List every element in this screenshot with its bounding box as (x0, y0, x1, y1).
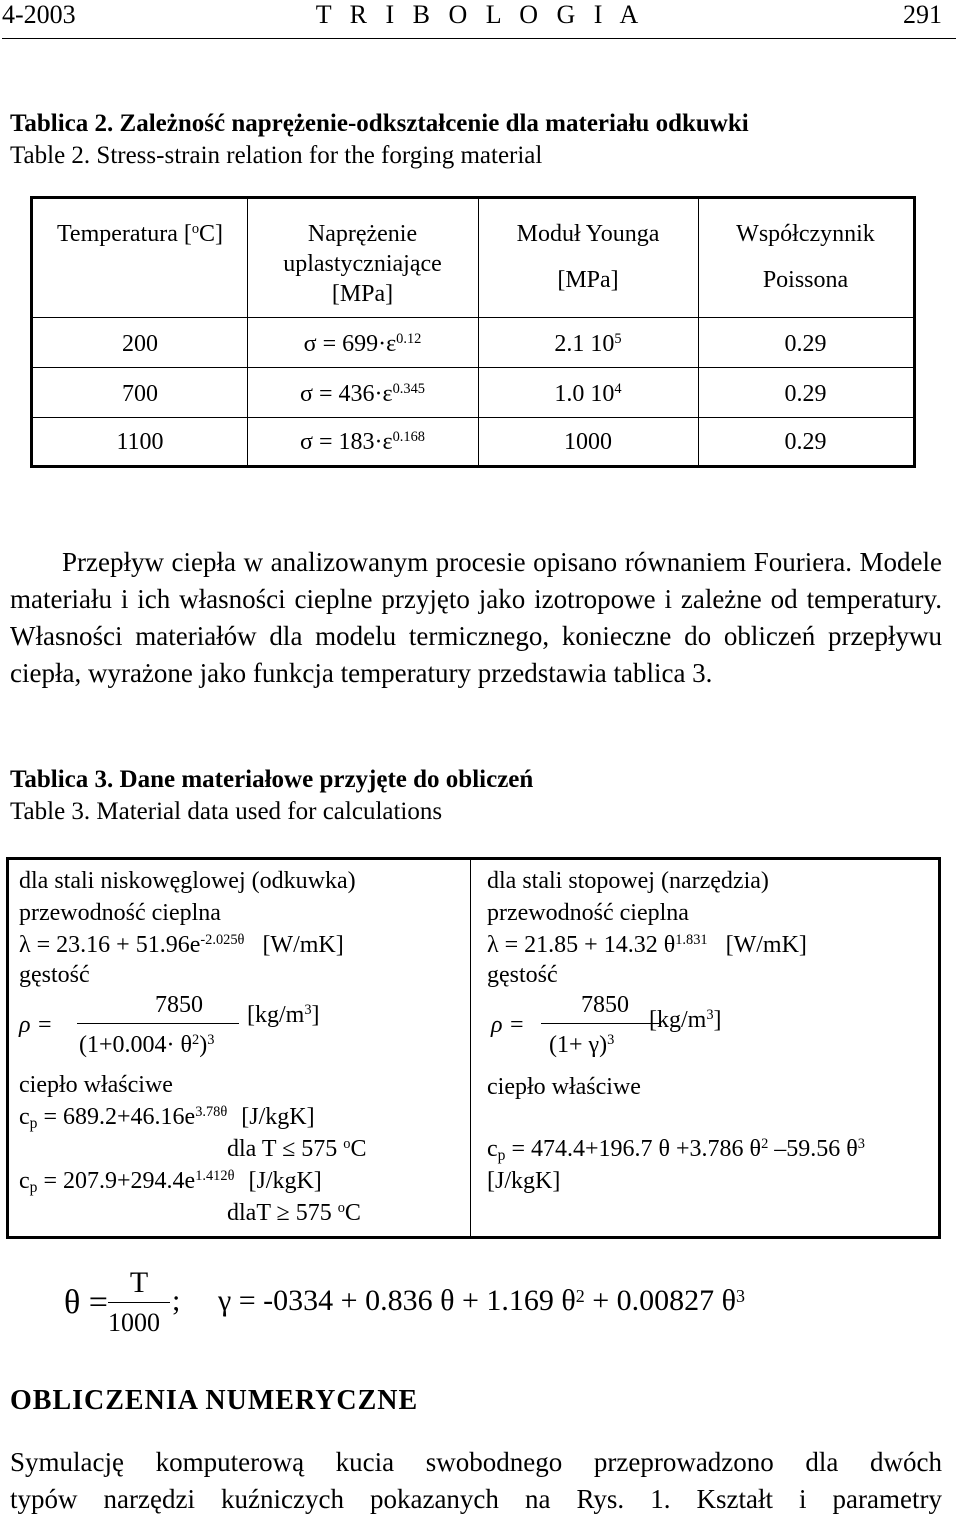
right-density-label: gęstość (487, 962, 558, 988)
row-divider (33, 417, 913, 418)
table3-caption-en: Table 3. Material data used for calculations (10, 798, 443, 825)
semicolon: ; (172, 1284, 181, 1317)
table-cell: 700 (122, 381, 158, 407)
fraction-bar (77, 1023, 239, 1024)
right-heat-label: ciepło właściwe (487, 1074, 641, 1100)
right-rho-symbol: ρ = (491, 1012, 525, 1038)
right-rho-numerator: 7850 (581, 992, 629, 1018)
table-cell: 200 (122, 331, 158, 357)
right-conductivity-label: przewodność cieplna (487, 900, 689, 926)
left-cp2-condition: dlaT ≥ 575 $^o$C (227, 1200, 361, 1226)
section-heading: OBLICZENIA NUMERYCZNE (10, 1385, 419, 1416)
header-poisson-ratio: Współczynnik Poissona (736, 221, 875, 293)
theta-denominator: 1000 (108, 1308, 160, 1337)
left-conductivity-label: przewodność cieplna (19, 900, 221, 926)
left-rho-symbol: ρ = (19, 1012, 53, 1038)
journal-title: T R I B O L O G I A (315, 0, 645, 29)
header-yield-stress: Naprężenie uplastyczniające [MPa] (283, 221, 442, 307)
header-young-modulus: Moduł Younga [MPa] (516, 221, 660, 293)
left-rho-denominator: $(1+0.004\cdot \theta^2)^3$ (79, 1032, 215, 1058)
gamma-formula: γ = -0334 + 0.836 θ + 1.169 $\theta^2 + 0.00827$ $\theta^3$ (218, 1284, 746, 1317)
table3-caption-pl: Tablica 3. Dane materiałowe przyjęte do obliczeń (10, 766, 534, 793)
table-cell: 0.29 (784, 331, 827, 357)
header-temperature: Temperatura [$^o$C] (56, 221, 224, 247)
table-cell: 0.29 (784, 429, 827, 455)
table-2 (30, 196, 916, 468)
left-cp1-formula: $c_p = 689.2+46.16e^{3.78\theta}$ [J/kgK] (19, 1104, 315, 1132)
table-cell: $\sigma = 183\cdot\varepsilon^{0.168}$ (300, 429, 425, 455)
right-cp-formula: $c_p = 474.4+196.7$ θ +3.786 $\theta^2$ –59.56 $\theta^3$ (487, 1136, 865, 1164)
issue-number: 4-2003 (2, 0, 76, 29)
table-cell: 1100 (116, 429, 164, 455)
table-cell: 0.29 (784, 381, 827, 407)
left-rho-numerator: 7850 (155, 992, 203, 1018)
running-header (0, 0, 960, 38)
table2-caption-pl: Tablica 2. Zależność naprężenie-odkształcenie dla materiału odkuwki (10, 110, 749, 137)
left-rho-unit: $[kg/m^3]$ (247, 1002, 320, 1028)
right-rho-unit: $[kg/m^3]$ (649, 1007, 722, 1033)
col-divider (470, 860, 471, 1236)
table-3 (6, 857, 941, 1239)
row-divider (33, 367, 913, 368)
table2-caption-en: Table 2. Stress-strain relation for the forging material (10, 142, 543, 169)
table-cell: 2.1 $10^5$ (554, 331, 622, 357)
header-rule (2, 38, 956, 39)
body-paragraph-2: Symulację komputerową kucia swobodnego przeprowadzono dla dwóch typów narzędzi kuźniczych pokazanych na Rys. 1. Kształt i parametry (10, 1447, 942, 1514)
right-cp-unit: [J/kgK] (487, 1168, 561, 1194)
page-number: 291 (903, 0, 942, 29)
theta-gamma-formula (0, 1266, 960, 1346)
left-cp1-condition: dla T ≤ 575 $^o$C (227, 1136, 367, 1162)
theta-lhs: θ = (64, 1284, 108, 1321)
row-divider (33, 317, 913, 318)
left-heat-label: ciepło właściwe (19, 1072, 173, 1098)
right-title: dla stali stopowej (narzędzia) (487, 868, 769, 894)
fraction-bar (541, 1023, 659, 1024)
body-paragraph: Przepływ ciepła w analizowanym procesie opisano równaniem Fouriera. Modele materiału i ich własności cieplne przyjęto jako izotropowe i zależne od temperatury. Własności materiałów dla modelu termicznego, konieczne do obliczeń przepływu ciepła, wyrażone jako funkcja temperatury przedstawia tablica 3. (10, 547, 942, 688)
table-cell: $\sigma = 699\cdot\varepsilon^{0.12}$ (303, 331, 422, 357)
left-title: dla stali niskowęglowej (odkuwka) (19, 868, 356, 894)
theta-numerator: T (129, 1266, 149, 1299)
left-density-label: gęstość (19, 962, 90, 988)
left-cp2-formula: $c_p = 207.9+294.4e^{1.412\theta}$ [J/kgK] (19, 1168, 322, 1196)
right-rho-denominator: $(1+ \gamma)^3$ (549, 1032, 615, 1058)
right-conductivity-formula: λ = 21.85 + 14.32 $\theta^{1.831}$ [W/mK] (487, 932, 807, 958)
table-cell: 1000 (564, 429, 612, 455)
left-conductivity-formula: $\lambda = 23.16 + 51.96e^{-2.025\theta}$ [W/mK] (19, 932, 344, 958)
table-cell: $\sigma = 436\cdot\varepsilon^{0.345}$ (300, 381, 425, 407)
fraction-bar (108, 1302, 170, 1303)
table-cell: 1.0 $10^4$ (554, 381, 622, 407)
